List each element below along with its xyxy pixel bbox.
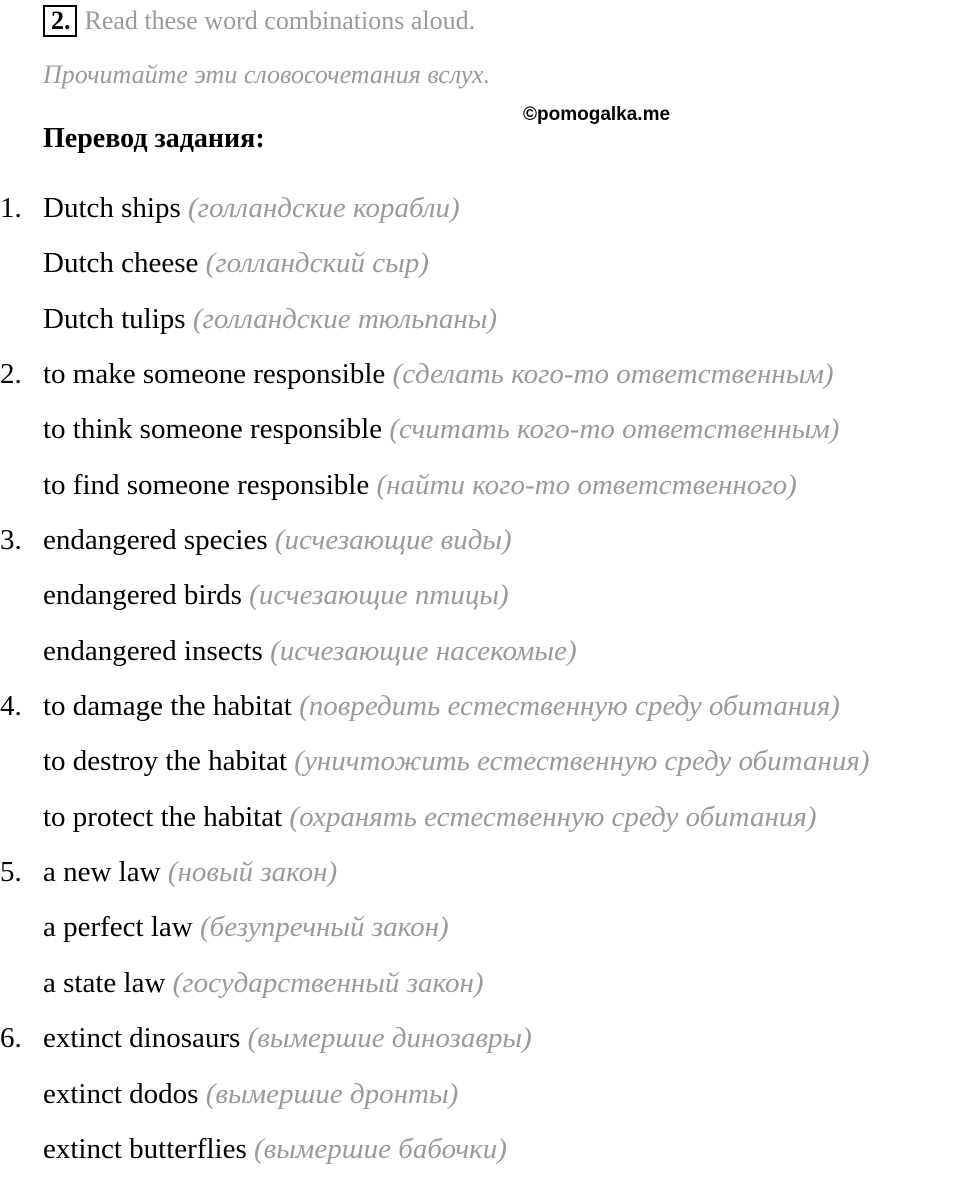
russian-translation: (голландские корабли) bbox=[188, 192, 460, 224]
phrase-line bbox=[43, 246, 429, 280]
list-item bbox=[0, 246, 960, 301]
russian-translation: (охранять естественную среду обитания) bbox=[289, 800, 817, 833]
russian-translation: (вымершие бабочки) bbox=[254, 1132, 507, 1165]
phrase-line bbox=[43, 191, 460, 225]
russian-translation: (исчезающие птицы) bbox=[249, 579, 509, 612]
english-phrase: a new law bbox=[43, 856, 161, 889]
list-item bbox=[0, 578, 960, 633]
list-item bbox=[0, 910, 960, 965]
english-phrase: endangered species bbox=[43, 524, 268, 557]
russian-translation: (исчезающие насекомые) bbox=[270, 634, 577, 667]
english-phrase: to make someone responsible bbox=[43, 358, 386, 391]
item-number: 6. bbox=[0, 1022, 22, 1055]
list-item bbox=[0, 1077, 960, 1132]
phrase-line bbox=[43, 744, 869, 778]
phrase-line bbox=[43, 302, 497, 336]
english-phrase: to damage the habitat bbox=[43, 690, 292, 723]
english-phrase: Dutch cheese bbox=[43, 247, 199, 280]
phrase-line bbox=[43, 966, 484, 1000]
russian-translation: (голландский сыр) bbox=[205, 247, 429, 280]
english-phrase: to destroy the habitat bbox=[43, 745, 288, 778]
phrase-line bbox=[43, 1132, 507, 1166]
list-item bbox=[0, 800, 960, 855]
english-phrase: to protect the habitat bbox=[43, 800, 283, 833]
list-item bbox=[0, 1021, 960, 1076]
item-number: 1. bbox=[0, 192, 22, 224]
english-phrase: endangered birds bbox=[43, 579, 242, 612]
phrase-line bbox=[43, 1077, 458, 1111]
phrase-line bbox=[43, 523, 512, 557]
word-combination-list bbox=[0, 191, 960, 1187]
list-item bbox=[0, 523, 960, 578]
list-item bbox=[0, 357, 960, 412]
item-number: 4. bbox=[0, 690, 22, 723]
english-phrase: Dutch tulips bbox=[43, 302, 186, 335]
english-phrase: to find someone responsible bbox=[43, 468, 370, 501]
russian-translation: (считать кого-то ответственным) bbox=[389, 413, 840, 446]
list-item bbox=[0, 744, 960, 799]
phrase-line bbox=[43, 578, 509, 612]
english-phrase: a state law bbox=[43, 966, 166, 999]
english-phrase: extinct butterflies bbox=[43, 1132, 247, 1165]
english-phrase: extinct dodos bbox=[43, 1077, 199, 1110]
english-phrase: to think someone responsible bbox=[43, 413, 383, 446]
russian-translation: (новый закон) bbox=[167, 856, 338, 889]
english-phrase: Dutch ships bbox=[43, 192, 181, 224]
english-phrase: extinct dinosaurs bbox=[43, 1022, 241, 1055]
phrase-line bbox=[43, 855, 337, 889]
russian-translation: (государственный закон) bbox=[172, 966, 484, 999]
list-item bbox=[0, 468, 960, 523]
task-title: Read these word combinations aloud. bbox=[84, 6, 476, 35]
russian-translation: (голландские тюльпаны) bbox=[192, 302, 498, 335]
russian-translation: (безупречный закон) bbox=[199, 911, 449, 944]
list-item bbox=[0, 634, 960, 689]
russian-translation: (исчезающие виды) bbox=[274, 524, 512, 557]
english-phrase: a perfect law bbox=[43, 911, 193, 944]
phrase-line bbox=[43, 1021, 532, 1055]
task-header bbox=[43, 4, 475, 38]
russian-translation: (повредить естественную среду обитания) bbox=[299, 690, 840, 723]
section-heading: Перевод задания: bbox=[43, 123, 265, 154]
russian-translation: (вымершие динозавры) bbox=[247, 1022, 532, 1055]
phrase-line bbox=[43, 412, 839, 446]
phrase-line bbox=[43, 468, 797, 502]
phrase-line bbox=[43, 634, 577, 668]
russian-translation: (вымершие дронты) bbox=[205, 1077, 459, 1110]
list-item bbox=[0, 689, 960, 744]
phrase-line bbox=[43, 800, 817, 834]
russian-translation: (уничтожить естественную среду обитания) bbox=[294, 745, 870, 778]
list-item bbox=[0, 966, 960, 1021]
task-number-badge: 2. bbox=[43, 5, 77, 37]
list-item bbox=[0, 855, 960, 910]
phrase-line bbox=[43, 689, 840, 723]
list-item bbox=[0, 1132, 960, 1187]
russian-translation: (найти кого-то ответственного) bbox=[376, 468, 797, 501]
list-item bbox=[0, 412, 960, 467]
english-phrase: endangered insects bbox=[43, 634, 263, 667]
list-item bbox=[0, 302, 960, 357]
item-number: 5. bbox=[0, 856, 22, 889]
russian-translation: (сделать кого-то ответственным) bbox=[392, 358, 834, 391]
list-item bbox=[0, 191, 960, 246]
task-subtitle: Прочитайте эти словосочетания вслух. bbox=[43, 60, 491, 89]
phrase-line bbox=[43, 357, 834, 391]
phrase-line bbox=[43, 910, 449, 944]
item-number: 2. bbox=[0, 358, 22, 391]
watermark: ©pomogalka.me bbox=[523, 104, 671, 125]
item-number: 3. bbox=[0, 524, 22, 557]
